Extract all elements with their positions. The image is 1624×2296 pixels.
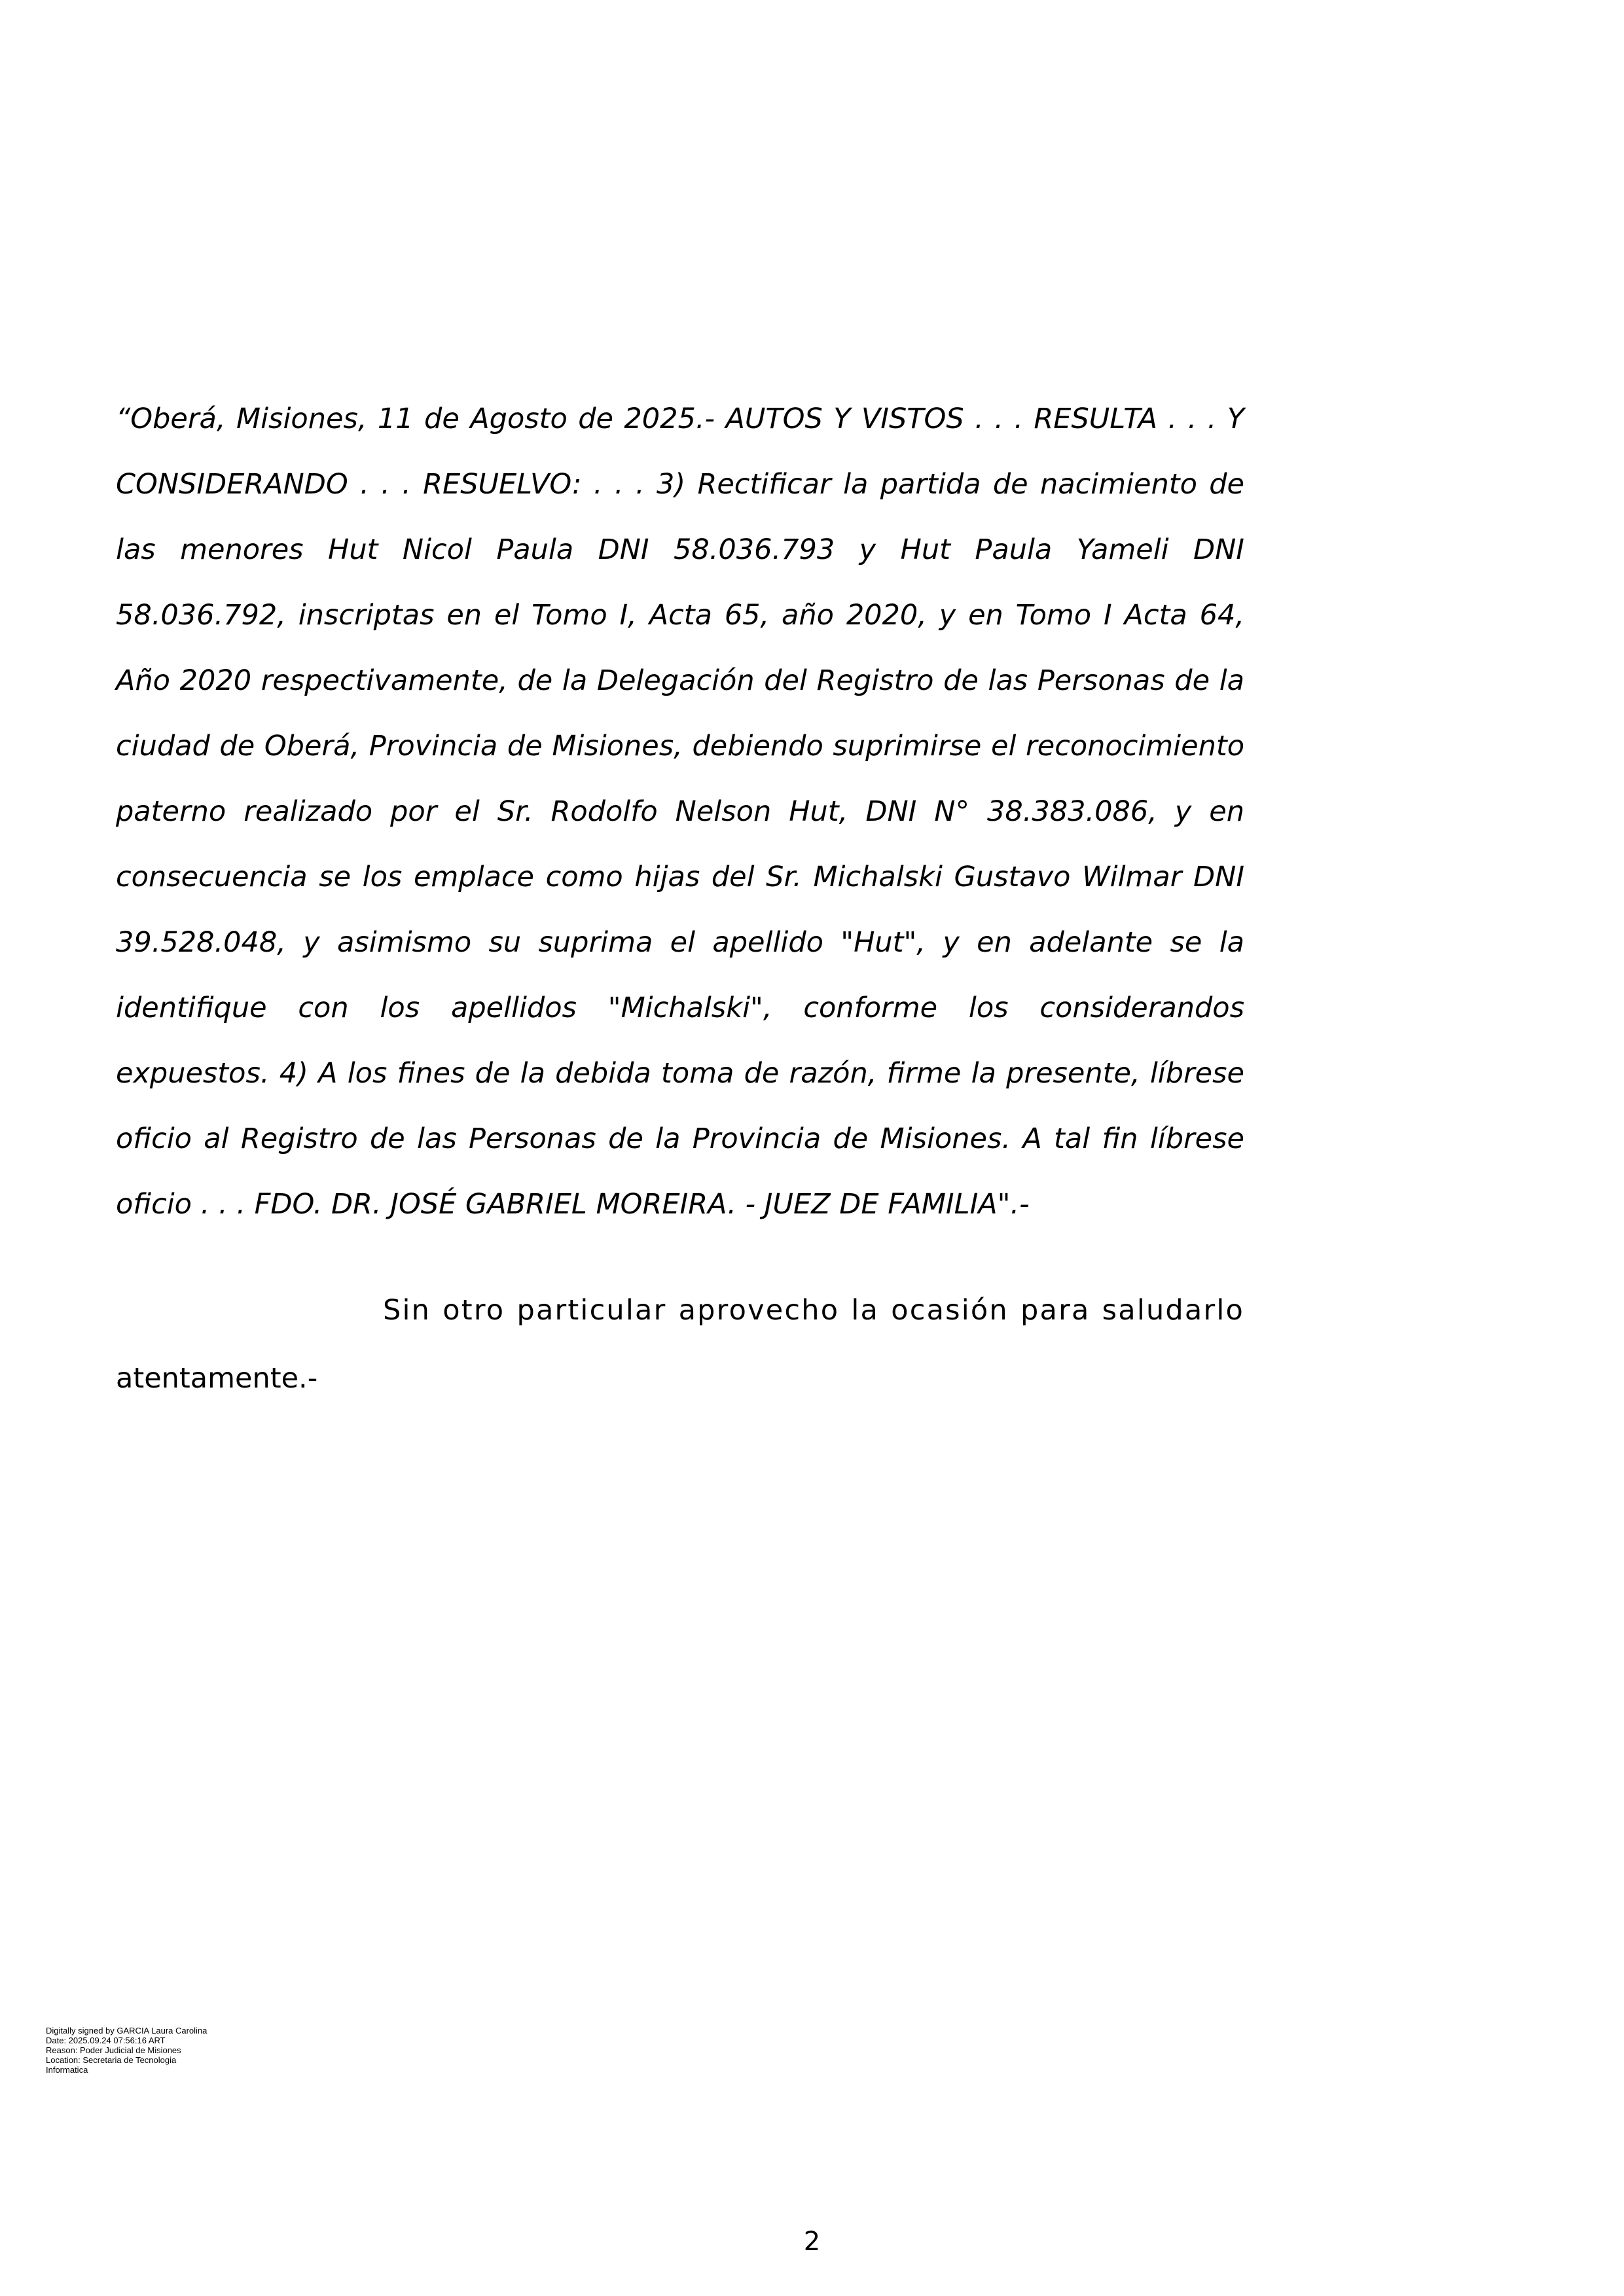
- closing-paragraph: [116, 1276, 1244, 1412]
- digital-signature-stamp: [46, 2026, 295, 2075]
- signature-reason: Reason: Poder Judicial de Misiones: [46, 2045, 181, 2055]
- closing-text-first: Sin otro particular aprovecho la ocasión para saludarlo: [383, 1294, 1244, 1327]
- signature-signer: Digitally signed by GARCIA Laura Carolina: [46, 2026, 208, 2036]
- signature-location-cont: Informatica: [46, 2065, 88, 2075]
- signature-date: Date: 2025.09.24 07:56:16 ART: [46, 2036, 166, 2045]
- quoted-resolution: [116, 386, 1244, 1237]
- signature-location: Location: Secretaria de Tecnologia: [46, 2055, 177, 2065]
- quoted-resolution-text: “Oberá, Misiones, 11 de Agosto de 2025.- AUTOS Y VISTOS . . . RESULTA . . . Y CONSIDERANDO . . . RESUELVO: . . . 3) Rectificar la partida de nacimiento de las menores Hut Nicol Paula DNI 58.036.793 y Hut Paula Yameli DNI 58.036.792, inscriptas en el Tomo I, Acta 65, año 2020, y en Tomo I Acta 64, Año 2020 respectivamente, de la Delegación del Registro de las Personas de la ciudad de Oberá, Provincia de Misiones, debiendo suprimirse el reconocimiento paterno realizado por el Sr. Rodolfo Nelson Hut, DNI N° 38.383.086, y en consecuencia se los emplace como hijas del Sr. Michalski Gustavo Wilmar DNI 39.528.048, y asimismo su suprima el apellido "Hut", y en adelante se la identifique con los apellidos "Michalski", conforme los considerandos expuestos. 4) A los fines de la debida toma de razón, firme la presente, líbrese oficio al Registro de las Personas de la Provincia de Misiones. A tal fin líbrese oficio . . . FDO. DR. JOSÉ GABRIEL MOREIRA. - JUEZ DE FAMILIA".-: [116, 403, 1244, 1221]
- closing-text-second: atentamente.-: [116, 1362, 318, 1395]
- page-number: 2: [803, 2227, 821, 2257]
